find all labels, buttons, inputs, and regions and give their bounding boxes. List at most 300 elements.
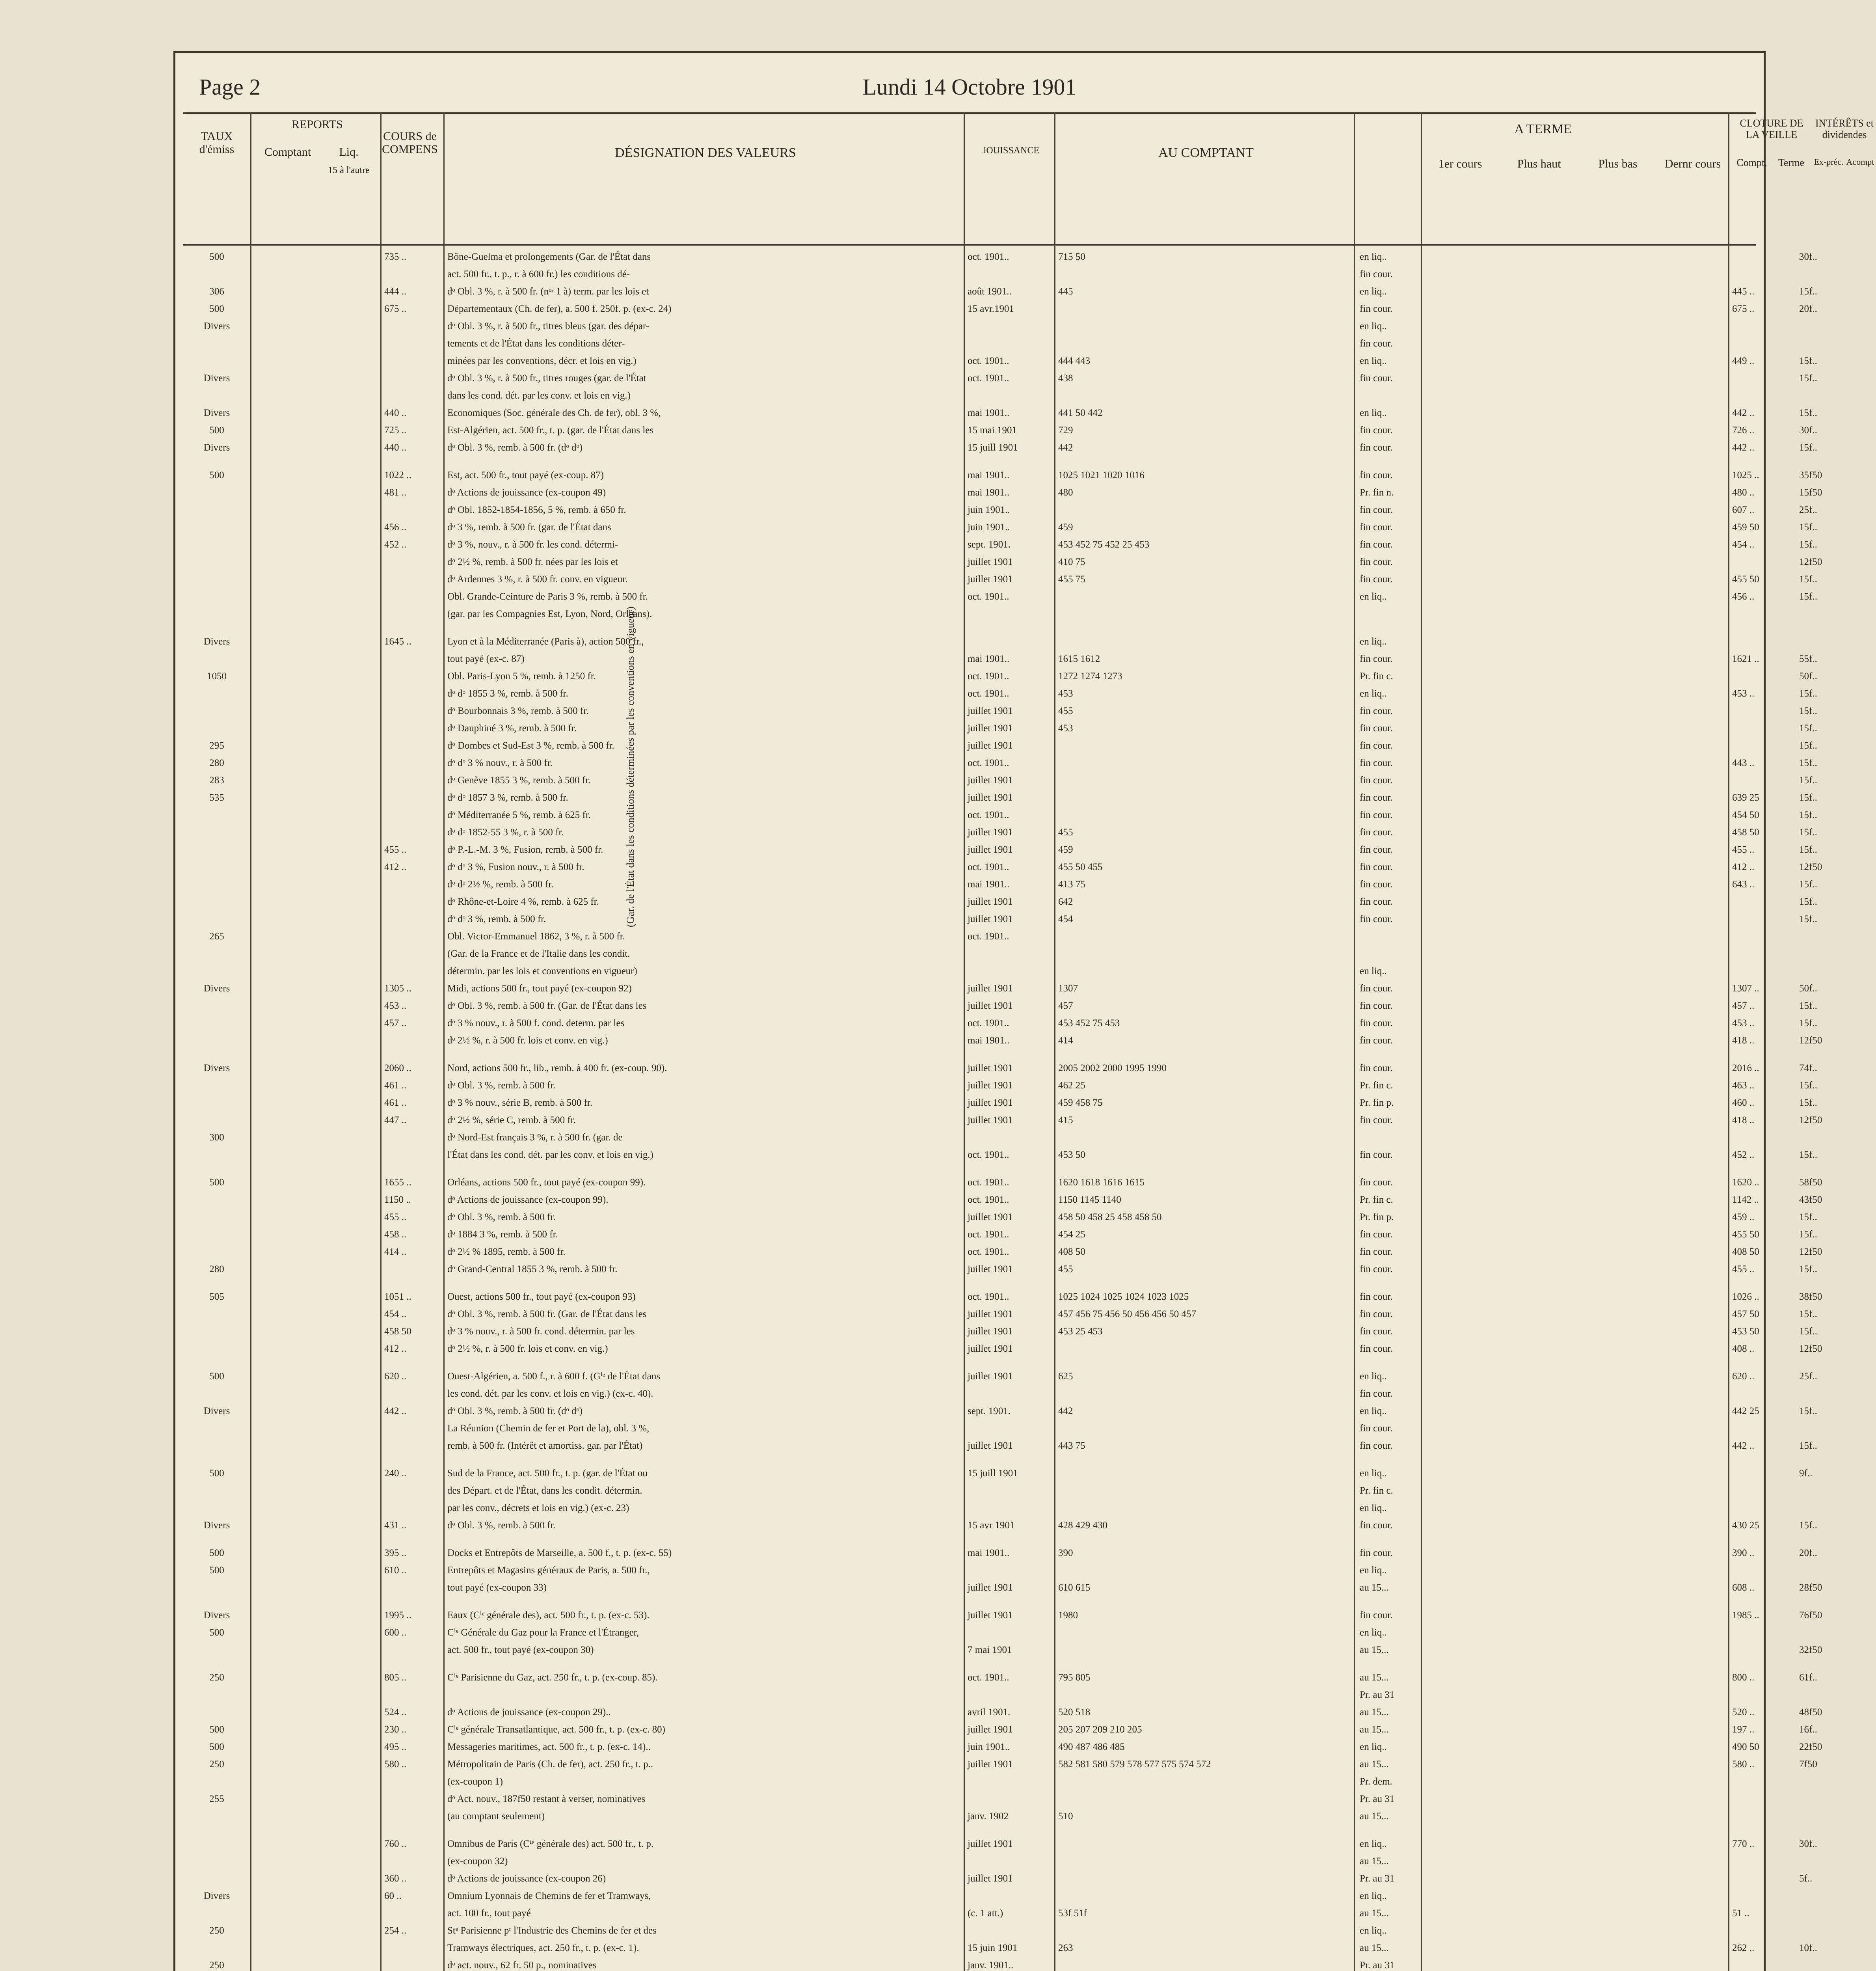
table-row bbox=[183, 300, 1817, 318]
cloture-cell: 2016 .. bbox=[1732, 1063, 1759, 1073]
jouissance-cell: oct. 1901.. bbox=[968, 1018, 1009, 1028]
cours-cell: 454 .. bbox=[384, 1309, 407, 1319]
terme-cell: Pr. au 31 bbox=[1360, 1873, 1395, 1884]
cours-cell: 2060 .. bbox=[384, 1063, 411, 1073]
jouissance-cell: juillet 1901 bbox=[968, 1326, 1013, 1337]
terme-cell: Pr. fin c. bbox=[1360, 1485, 1393, 1496]
cours-cell: 1051 .. bbox=[384, 1291, 411, 1302]
designation-cell: Economiques (Soc. générale des Ch. de fer), obl. 3 %, bbox=[447, 408, 661, 418]
table-row bbox=[183, 1015, 1817, 1032]
terme-cell: fin cour. bbox=[1360, 723, 1393, 734]
designation-cell: Nord, actions 500 fr., lib., remb. à 400 fr. (ex-coup. 90). bbox=[447, 1063, 667, 1073]
table-row bbox=[183, 1686, 1756, 1704]
interets-cell: 61f.. bbox=[1799, 1672, 1817, 1683]
comptant-cell: 1025 1021 1020 1016 bbox=[1058, 470, 1145, 481]
cours-cell: 481 .. bbox=[384, 487, 407, 498]
jouissance-cell: oct. 1901.. bbox=[968, 1149, 1009, 1160]
interets-cell: 32f50 bbox=[1799, 1645, 1822, 1655]
interets-cell: 35f50 bbox=[1799, 470, 1822, 481]
interets-cell: 20f.. bbox=[1799, 1548, 1817, 1558]
table-row bbox=[183, 1544, 1817, 1562]
cours-cell: 360 .. bbox=[384, 1873, 407, 1884]
designation-cell: détermin. par les lois et conventions en vigueur) bbox=[447, 966, 637, 976]
cloture-cell: 442 .. bbox=[1732, 408, 1755, 418]
cours-cell: 254 .. bbox=[384, 1925, 407, 1936]
jouissance-cell: juillet 1901 bbox=[968, 1000, 1013, 1011]
designation-cell: act. 500 fr., tout payé (ex-coupon 30) bbox=[447, 1645, 594, 1655]
table-row bbox=[183, 1060, 1817, 1077]
comptant-cell: 453 25 453 bbox=[1058, 1326, 1103, 1337]
table-row bbox=[183, 1738, 1822, 1756]
terme-cell: fin cour. bbox=[1360, 844, 1393, 855]
jouissance-cell: mai 1901.. bbox=[968, 408, 1010, 418]
designation-cell: dᵒ 3 %, nouv., r. à 500 fr. les cond. détermi- bbox=[447, 539, 618, 550]
terme-cell: fin cour. bbox=[1360, 1388, 1393, 1399]
jouissance-cell: juillet 1901 bbox=[968, 740, 1013, 751]
designation-cell: act. 500 fr., t. p., r. à 600 fr.) les conditions dé- bbox=[447, 269, 630, 279]
table-row bbox=[183, 650, 1817, 668]
cours-cell: 461 .. bbox=[384, 1097, 407, 1108]
comptant-cell: 459 bbox=[1058, 844, 1073, 855]
interets-cell: 15f.. bbox=[1799, 1212, 1817, 1222]
cloture-cell: 1142 .. bbox=[1732, 1194, 1759, 1205]
jouissance-cell: mai 1901.. bbox=[968, 470, 1010, 481]
cloture-cell: 408 50 bbox=[1732, 1246, 1759, 1257]
table-row bbox=[183, 963, 1756, 980]
jouissance-cell: oct. 1901.. bbox=[968, 356, 1009, 366]
designation-cell: Cⁱᵉ Parisienne du Gaz, act. 250 fr., t. p. (ex-coup. 85). bbox=[447, 1672, 658, 1683]
taux-cell: 500 bbox=[209, 1742, 224, 1752]
jouissance-cell: 7 mai 1901 bbox=[968, 1645, 1012, 1655]
terme-cell: fin cour. bbox=[1360, 425, 1393, 436]
table-row bbox=[183, 1808, 1756, 1825]
table-row bbox=[183, 352, 1817, 370]
comptant-cell: 441 50 442 bbox=[1058, 408, 1103, 418]
designation-cell: dᵒ Obl. 3 %, r. à 500 fr., titres bleus (gar. des dépar- bbox=[447, 321, 650, 332]
designation-cell: dᵒ Obl. 3 %, r. à 500 fr., titres rouges (gar. de l'État bbox=[447, 373, 646, 384]
designation-cell: dᵒ act. nouv., 62 fr. 50 p., nominatives bbox=[447, 1960, 597, 1971]
table-row bbox=[183, 720, 1817, 737]
taux-cell: 306 bbox=[209, 286, 224, 297]
terme-cell: fin cour. bbox=[1360, 740, 1393, 751]
cloture-cell: 675 .. bbox=[1732, 304, 1755, 314]
comptant-cell: 408 50 bbox=[1058, 1246, 1085, 1257]
interets-cell: 15f.. bbox=[1799, 1149, 1817, 1160]
interets-cell: 50f.. bbox=[1799, 671, 1817, 682]
interets-cell: 15f.. bbox=[1799, 879, 1817, 890]
terme-cell: fin cour. bbox=[1360, 505, 1393, 515]
jouissance-cell: oct. 1901.. bbox=[968, 591, 1009, 602]
terme-cell: fin cour. bbox=[1360, 827, 1393, 838]
designation-cell: remb. à 500 fr. (Intérêt et amortiss. gar. par l'État) bbox=[447, 1440, 643, 1451]
cours-cell: 457 .. bbox=[384, 1018, 407, 1028]
cours-cell: 735 .. bbox=[384, 251, 407, 262]
comptant-cell: 795 805 bbox=[1058, 1672, 1091, 1683]
cours-cell: 725 .. bbox=[384, 425, 407, 436]
jouissance-cell: juillet 1901 bbox=[968, 1343, 1013, 1354]
table-row bbox=[183, 501, 1817, 519]
designation-cell: dᵒ 2½ %, série C, remb. à 500 fr. bbox=[447, 1115, 576, 1125]
taux-cell: Divers bbox=[203, 636, 230, 647]
taux-cell: 295 bbox=[209, 740, 224, 751]
table-row bbox=[183, 387, 1756, 404]
taux-cell: Divers bbox=[203, 1891, 230, 1901]
comptant-cell: 414 bbox=[1058, 1035, 1073, 1046]
designation-cell: Messageries maritimes, act. 500 fr., t. p. (ex-c. 14).. bbox=[447, 1742, 651, 1752]
comptant-cell: 415 bbox=[1058, 1115, 1073, 1125]
designation-cell: dᵒ Obl. 1852-1854-1856, 5 %, remb. à 650 fr. bbox=[447, 505, 626, 515]
table-row bbox=[183, 980, 1817, 997]
interets-cell: 15f.. bbox=[1799, 591, 1817, 602]
page-number: Page 2 bbox=[199, 74, 261, 100]
interets-cell: 9f.. bbox=[1799, 1468, 1813, 1479]
jouissance-cell: juillet 1901 bbox=[968, 1371, 1013, 1382]
interets-cell: 12f50 bbox=[1799, 1115, 1822, 1125]
jouissance-cell: juillet 1901 bbox=[968, 574, 1013, 585]
table-row bbox=[183, 1957, 1756, 1971]
taux-cell: 500 bbox=[209, 251, 224, 262]
cours-cell: 440 .. bbox=[384, 408, 407, 418]
designation-cell: act. 100 fr., tout payé bbox=[447, 1908, 531, 1919]
interets-cell: 15f.. bbox=[1799, 1326, 1817, 1337]
jouissance-cell: oct. 1901.. bbox=[968, 1246, 1009, 1257]
comptant-cell: 1620 1618 1616 1615 bbox=[1058, 1177, 1145, 1188]
taux-cell: 500 bbox=[209, 304, 224, 314]
designation-cell: Sud de la France, act. 500 fr., t. p. (gar. de l'État ou bbox=[447, 1468, 648, 1479]
jouissance-cell: mai 1901.. bbox=[968, 487, 1010, 498]
designation-cell: Bône-Guelma et prolongements (Gar. de l'État dans bbox=[447, 251, 651, 262]
cloture-cell: 453 .. bbox=[1732, 1018, 1755, 1028]
designation-cell: dᵒ dᵒ 3 %, Fusion nouv., r. à 500 fr. bbox=[447, 862, 584, 872]
table-row bbox=[183, 893, 1817, 911]
cloture-cell: 430 25 bbox=[1732, 1520, 1759, 1531]
comptant-cell: 1150 1145 1140 bbox=[1058, 1194, 1121, 1205]
jouissance-cell: 15 avr.1901 bbox=[968, 304, 1014, 314]
newspaper-page bbox=[173, 51, 1874, 1971]
designation-cell: dᵒ dᵒ 1852-55 3 %, r. à 500 fr. bbox=[447, 827, 564, 838]
interets-cell: 58f50 bbox=[1799, 1177, 1822, 1188]
col-comptant-rep: Comptant bbox=[264, 145, 311, 158]
terme-cell: fin cour. bbox=[1360, 810, 1393, 820]
designation-cell: Orléans, actions 500 fr., tout payé (ex-coupon 99). bbox=[447, 1177, 646, 1188]
group-gap bbox=[183, 1358, 1756, 1368]
table-row bbox=[183, 266, 1756, 283]
taux-cell: 250 bbox=[209, 1672, 224, 1683]
cloture-cell: 607 .. bbox=[1732, 505, 1755, 515]
issue-date: Lundi 14 Octobre 1901 bbox=[862, 74, 1077, 100]
taux-cell: 500 bbox=[209, 1627, 224, 1638]
group-gap bbox=[183, 456, 1756, 467]
table-row bbox=[183, 1624, 1756, 1641]
cours-cell: 1150 .. bbox=[384, 1194, 411, 1205]
terme-cell: fin cour. bbox=[1360, 1440, 1393, 1451]
jouissance-cell: 15 juill 1901 bbox=[968, 1468, 1018, 1479]
cloture-cell: 452 .. bbox=[1732, 1149, 1755, 1160]
col-taux: TAUX d'émiss bbox=[199, 130, 234, 156]
terme-cell: en liq.. bbox=[1360, 356, 1387, 366]
comptant-cell: 1272 1274 1273 bbox=[1058, 671, 1122, 682]
jouissance-cell: juillet 1901 bbox=[968, 706, 1013, 716]
terme-cell: fin cour. bbox=[1360, 557, 1393, 567]
cloture-cell: 639 25 bbox=[1732, 792, 1759, 803]
table-row bbox=[183, 1853, 1756, 1870]
interets-cell: 15f.. bbox=[1799, 522, 1817, 533]
interets-cell: 15f.. bbox=[1799, 1229, 1817, 1240]
interets-cell: 15f.. bbox=[1799, 896, 1817, 907]
terme-cell: fin cour. bbox=[1360, 470, 1393, 481]
table-row bbox=[183, 1420, 1756, 1437]
terme-cell: au 15... bbox=[1360, 1759, 1389, 1770]
designation-cell: La Réunion (Chemin de fer et Port de la), obl. 3 %, bbox=[447, 1423, 650, 1434]
cloture-cell: 457 50 bbox=[1732, 1309, 1759, 1319]
interets-cell: 25f.. bbox=[1799, 1371, 1817, 1382]
taux-cell: Divers bbox=[203, 1406, 230, 1416]
cours-cell: 412 .. bbox=[384, 1343, 407, 1354]
table-row bbox=[183, 1579, 1822, 1597]
comptant-cell: 459 458 75 bbox=[1058, 1097, 1103, 1108]
col-terme: Terme bbox=[1778, 157, 1805, 168]
jouissance-cell: oct. 1901.. bbox=[968, 758, 1009, 768]
terme-cell: fin cour. bbox=[1360, 1229, 1393, 1240]
taux-cell: Divers bbox=[203, 1063, 230, 1073]
cloture-cell: 390 .. bbox=[1732, 1548, 1755, 1558]
designation-cell: Départementaux (Ch. de fer), a. 500 f. 250f. p. (ex-c. 24) bbox=[447, 304, 672, 314]
interets-cell: 15f.. bbox=[1799, 1264, 1817, 1274]
comptant-cell: 453 452 75 453 bbox=[1058, 1018, 1120, 1028]
terme-cell: au 15... bbox=[1360, 1856, 1389, 1867]
jouissance-cell: juin 1901.. bbox=[968, 522, 1010, 533]
table-row bbox=[183, 911, 1817, 928]
table-row bbox=[183, 1323, 1817, 1340]
terme-cell: au 15... bbox=[1360, 1645, 1389, 1655]
terme-cell: Pr. fin c. bbox=[1360, 1194, 1393, 1205]
table-row bbox=[183, 1340, 1822, 1358]
table-row bbox=[183, 588, 1817, 605]
designation-cell: dᵒ Obl. 3 %, remb. à 500 fr. bbox=[447, 1520, 556, 1531]
table-row bbox=[183, 737, 1817, 754]
table-row bbox=[183, 1517, 1817, 1534]
page-header bbox=[175, 69, 1764, 104]
designation-cell: dᵒ Obl. 3 %, remb. à 500 fr. (dᵒ dᵒ) bbox=[447, 442, 583, 453]
terme-cell: fin cour. bbox=[1360, 1246, 1393, 1257]
comptant-cell: 1980 bbox=[1058, 1610, 1078, 1621]
interets-cell: 76f50 bbox=[1799, 1610, 1822, 1621]
terme-cell: Pr. au 31 bbox=[1360, 1960, 1395, 1971]
comptant-cell: 444 443 bbox=[1058, 356, 1091, 366]
table-row bbox=[183, 772, 1817, 789]
taux-cell: 250 bbox=[209, 1925, 224, 1936]
cloture-cell: 408 .. bbox=[1732, 1343, 1755, 1354]
interets-cell: 15f.. bbox=[1799, 1080, 1817, 1091]
cours-cell: 1995 .. bbox=[384, 1610, 411, 1621]
terme-cell: en liq.. bbox=[1360, 1565, 1387, 1576]
jouissance-cell: juillet 1901 bbox=[968, 1212, 1013, 1222]
interets-cell: 15f.. bbox=[1799, 373, 1817, 384]
designation-cell: dᵒ Méditerranée 5 %, remb. à 625 fr. bbox=[447, 810, 591, 820]
designation-cell: dᵒ 3 % nouv., série B, remb. à 500 fr. bbox=[447, 1097, 593, 1108]
taux-cell: 255 bbox=[209, 1794, 224, 1804]
designation-cell: Stᵉ Parisienne pʳ l'Industrie des Chemins de fer et des bbox=[447, 1925, 657, 1936]
table-row bbox=[183, 553, 1822, 571]
interets-cell: 43f50 bbox=[1799, 1194, 1822, 1205]
comptant-cell: 457 456 75 456 50 456 456 50 457 bbox=[1058, 1309, 1196, 1319]
terme-cell: fin cour. bbox=[1360, 269, 1393, 279]
designation-cell: dᵒ Dauphiné 3 %, remb. à 500 fr. bbox=[447, 723, 577, 734]
comptant-cell: 455 50 455 bbox=[1058, 862, 1103, 872]
jouissance-cell: juillet 1901 bbox=[968, 1582, 1013, 1593]
designation-cell: dᵒ Grand-Central 1855 3 %, remb. à 500 fr. bbox=[447, 1264, 618, 1274]
table-row bbox=[183, 1939, 1817, 1957]
taux-cell: 1050 bbox=[207, 671, 227, 682]
cloture-cell: 262 .. bbox=[1732, 1943, 1755, 1953]
designation-cell: tements et de l'État dans les conditions déter- bbox=[447, 338, 625, 349]
col-a-terme: A TERME bbox=[1514, 122, 1572, 136]
taux-cell: 500 bbox=[209, 1371, 224, 1382]
designation-cell: des Départ. et de l'État, dans les condit. détermin. bbox=[447, 1485, 642, 1496]
designation-cell: Tramways électriques, act. 250 fr., t. p. (ex-c. 1). bbox=[447, 1943, 639, 1953]
jouissance-cell: oct. 1901.. bbox=[968, 373, 1009, 384]
designation-cell: Obl. Victor-Emmanuel 1862, 3 %, r. à 500 fr. bbox=[447, 931, 625, 942]
cloture-cell: 445 .. bbox=[1732, 286, 1755, 297]
cours-cell: 1022 .. bbox=[384, 470, 411, 481]
cloture-cell: 643 .. bbox=[1732, 879, 1755, 890]
terme-cell: Pr. fin n. bbox=[1360, 487, 1394, 498]
cloture-cell: 443 .. bbox=[1732, 758, 1755, 768]
cloture-cell: 449 .. bbox=[1732, 356, 1755, 366]
designation-cell: dᵒ 2½ % 1895, remb. à 500 fr. bbox=[447, 1246, 566, 1257]
comptant-cell: 413 75 bbox=[1058, 879, 1085, 890]
terme-cell: en liq.. bbox=[1360, 1406, 1387, 1416]
cloture-cell: 1620 .. bbox=[1732, 1177, 1759, 1188]
designation-cell: Métropolitain de Paris (Ch. de fer), act. 250 fr., t. p.. bbox=[447, 1759, 653, 1770]
jouissance-cell: oct. 1901.. bbox=[968, 810, 1009, 820]
comptant-cell: 520 518 bbox=[1058, 1707, 1091, 1718]
interets-cell: 30f.. bbox=[1799, 425, 1817, 436]
terme-cell: fin cour. bbox=[1360, 1520, 1393, 1531]
interets-cell: 15f.. bbox=[1799, 775, 1817, 786]
table-row bbox=[183, 945, 1756, 963]
table-row bbox=[183, 1870, 1813, 1887]
cloture-cell: 770 .. bbox=[1732, 1839, 1755, 1849]
jouissance-cell: mai 1901.. bbox=[968, 879, 1010, 890]
taux-cell: Divers bbox=[203, 321, 230, 332]
jouissance-cell: mai 1901.. bbox=[968, 1548, 1010, 1558]
terme-cell: Pr. fin p. bbox=[1360, 1097, 1394, 1108]
taux-cell: Divers bbox=[203, 442, 230, 453]
comptant-cell: 454 bbox=[1058, 914, 1073, 924]
table-row bbox=[183, 1437, 1817, 1455]
comptant-cell: 457 bbox=[1058, 1000, 1073, 1011]
jouissance-cell: 15 juill 1901 bbox=[968, 442, 1018, 453]
quotation-table bbox=[183, 248, 1822, 1971]
designation-cell: dᵒ Actions de jouissance (ex-coupon 99). bbox=[447, 1194, 609, 1205]
jouissance-cell: 15 mai 1901 bbox=[968, 425, 1017, 436]
designation-cell: Cⁱᵉ générale Transatlantique, act. 500 fr., t. p. (ex-c. 80) bbox=[447, 1724, 665, 1735]
taux-cell: 500 bbox=[209, 1468, 224, 1479]
designation-cell: par les conv., décrets et lois en vig.) (ex-c. 23) bbox=[447, 1503, 629, 1513]
comptant-cell: 2005 2002 2000 1995 1990 bbox=[1058, 1063, 1167, 1073]
terme-cell: fin cour. bbox=[1360, 1326, 1393, 1337]
comptant-cell: 642 bbox=[1058, 896, 1073, 907]
jouissance-cell: juillet 1901 bbox=[968, 1080, 1013, 1091]
interets-cell: 15f.. bbox=[1799, 758, 1817, 768]
comptant-cell: 453 452 75 452 25 453 bbox=[1058, 539, 1150, 550]
interets-cell: 15f.. bbox=[1799, 1309, 1817, 1319]
comptant-cell: 454 25 bbox=[1058, 1229, 1085, 1240]
jouissance-cell: oct. 1901.. bbox=[968, 1194, 1009, 1205]
designation-cell: dᵒ Rhône-et-Loire 4 %, remb. à 625 fr. bbox=[447, 896, 599, 907]
designation-cell: dᵒ dᵒ 1857 3 %, remb. à 500 fr. bbox=[447, 792, 568, 803]
col-plus-haut: Plus haut bbox=[1517, 157, 1561, 170]
terme-cell: fin cour. bbox=[1360, 522, 1393, 533]
table-row bbox=[183, 571, 1817, 588]
designation-cell: dᵒ Act. nouv., 187f50 restant à verser, nominatives bbox=[447, 1794, 646, 1804]
jouissance-cell: mai 1901.. bbox=[968, 1035, 1010, 1046]
table-row bbox=[183, 1368, 1817, 1385]
terme-cell: fin cour. bbox=[1360, 914, 1393, 924]
cours-cell: 524 .. bbox=[384, 1707, 407, 1718]
taux-cell: 535 bbox=[209, 792, 224, 803]
table-row bbox=[183, 807, 1817, 824]
table-row bbox=[183, 1288, 1822, 1306]
interets-cell: 15f.. bbox=[1799, 827, 1817, 838]
designation-cell: dᵒ Actions de jouissance (ex-coupon 29).. bbox=[447, 1707, 611, 1718]
group-gap bbox=[183, 1164, 1756, 1174]
col-plus-bas: Plus bas bbox=[1598, 157, 1638, 170]
table-row bbox=[183, 1174, 1822, 1191]
designation-cell: les cond. dét. par les conv. et lois en vig.) (ex-c. 40). bbox=[447, 1388, 653, 1399]
cloture-cell: 608 .. bbox=[1732, 1582, 1755, 1593]
taux-cell: 250 bbox=[209, 1960, 224, 1971]
jouissance-cell: (c. 1 att.) bbox=[968, 1908, 1003, 1919]
jouissance-cell: juillet 1901 bbox=[968, 792, 1013, 803]
designation-cell: dᵒ dᵒ 3 % nouv., r. à 500 fr. bbox=[447, 758, 553, 768]
cloture-cell: 418 .. bbox=[1732, 1115, 1755, 1125]
table-row bbox=[183, 1704, 1822, 1721]
cloture-cell: 453 50 bbox=[1732, 1326, 1759, 1337]
table-row bbox=[183, 1835, 1817, 1853]
comptant-cell: 729 bbox=[1058, 425, 1073, 436]
terme-cell: en liq.. bbox=[1360, 636, 1387, 647]
comptant-cell: 455 bbox=[1058, 827, 1073, 838]
designation-cell: dᵒ dᵒ 1855 3 %, remb. à 500 fr. bbox=[447, 688, 568, 699]
terme-cell: fin cour. bbox=[1360, 1264, 1393, 1274]
terme-cell: Pr. au 31 bbox=[1360, 1794, 1395, 1804]
taux-cell: 265 bbox=[209, 931, 224, 942]
terme-cell: fin cour. bbox=[1360, 304, 1393, 314]
cloture-cell: 459 50 bbox=[1732, 522, 1759, 533]
terme-cell: fin cour. bbox=[1360, 1423, 1393, 1434]
col-dernier-cours: Dernr cours bbox=[1664, 157, 1721, 170]
cloture-cell: 457 .. bbox=[1732, 1000, 1755, 1011]
terme-cell: au 15... bbox=[1360, 1707, 1389, 1718]
comptant-cell: 455 bbox=[1058, 706, 1073, 716]
table-row bbox=[183, 668, 1817, 685]
cloture-cell: 442 25 bbox=[1732, 1406, 1759, 1416]
cours-cell: 452 .. bbox=[384, 539, 407, 550]
cloture-cell: 460 .. bbox=[1732, 1097, 1755, 1108]
jouissance-cell: juillet 1901 bbox=[968, 1759, 1013, 1770]
terme-cell: Pr. au 31 bbox=[1360, 1690, 1395, 1700]
designation-cell: Midi, actions 500 fr., tout payé (ex-coupon 92) bbox=[447, 983, 632, 994]
terme-cell: fin cour. bbox=[1360, 1018, 1393, 1028]
comptant-cell: 442 bbox=[1058, 1406, 1073, 1416]
interets-cell: 12f50 bbox=[1799, 862, 1822, 872]
designation-cell: dᵒ 3 %, remb. à 500 fr. (gar. de l'État dans bbox=[447, 522, 611, 533]
cloture-cell: 1026 .. bbox=[1732, 1291, 1759, 1302]
interets-cell: 15f.. bbox=[1799, 408, 1817, 418]
comptant-cell: 442 bbox=[1058, 442, 1073, 453]
